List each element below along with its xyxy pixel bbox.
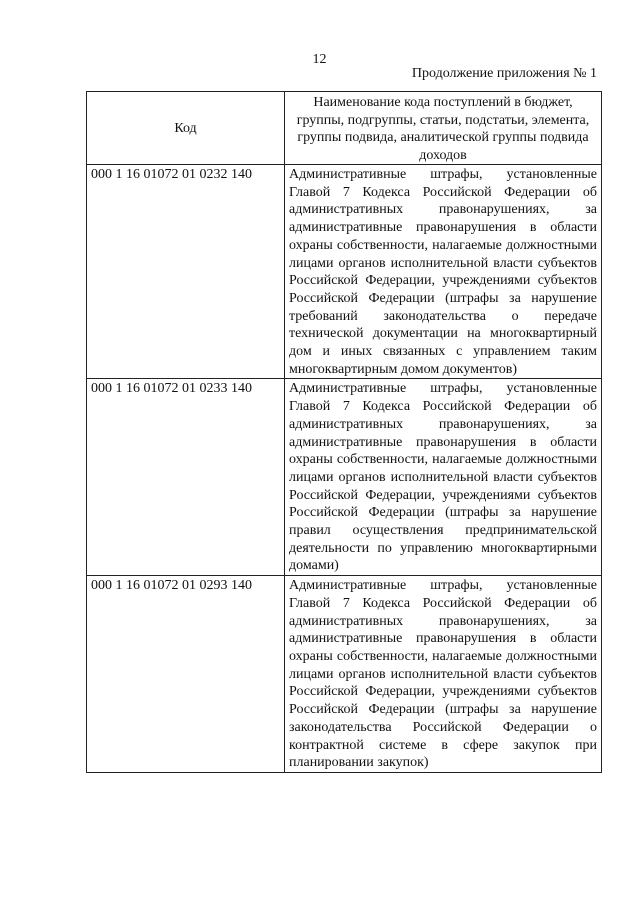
row-code: 000 1 16 01072 01 0293 140 [87,576,285,773]
table-row [87,379,602,576]
page-number: 12 [312,52,327,67]
column-header-name: Наименование кода поступлений в бюджет, группы, подгруппы, статьи, подстатьи, элемента, группы подвида, аналитической группы подвида доходов [285,92,602,165]
row-description: Административные штрафы, установленные Главой 7 Кодекса Российской Федерации об административных правонарушениях, за административные правонарушения в области охраны собственности, налагаемые должностными лицами органов исполнительной власти субъектов Российской Федерации, учреждениями субъектов Российской Федерации (штрафы за нарушение правил осуществления предпринимательской деятельности по управлению многоквартирными домами) [285,379,602,576]
row-code: 000 1 16 01072 01 0233 140 [87,379,285,576]
row-description: Административные штрафы, установленные Главой 7 Кодекса Российской Федерации об административных правонарушениях, за административные правонарушения в области охраны собственности, налагаемые должностными лицами органов исполнительной власти субъектов Российской Федерации, учреждениями субъектов Российской Федерации (штрафы за нарушение законодательства Российской Федерации о контрактной системе в сфере закупок при планировании закупок) [285,576,602,773]
continuation-note: Продолжение приложения № 1 [411,66,597,81]
row-description: Административные штрафы, установленные Главой 7 Кодекса Российской Федерации об административных правонарушениях, за административные правонарушения в области охраны собственности, налагаемые должностными лицами органов исполнительной власти субъектов Российской Федерации, учреждениями субъектов Российской Федерации (штрафы за нарушение требований законодательства о передаче технической документации на многоквартирный дом и иных связанных с управлением таким многоквартирным домом документов) [285,165,602,379]
table-row [87,165,602,379]
table-row [87,576,602,773]
column-header-code: Код [87,92,285,165]
row-code: 000 1 16 01072 01 0232 140 [87,165,285,379]
table-header-row [87,92,602,165]
revenue-codes-table [86,91,602,773]
